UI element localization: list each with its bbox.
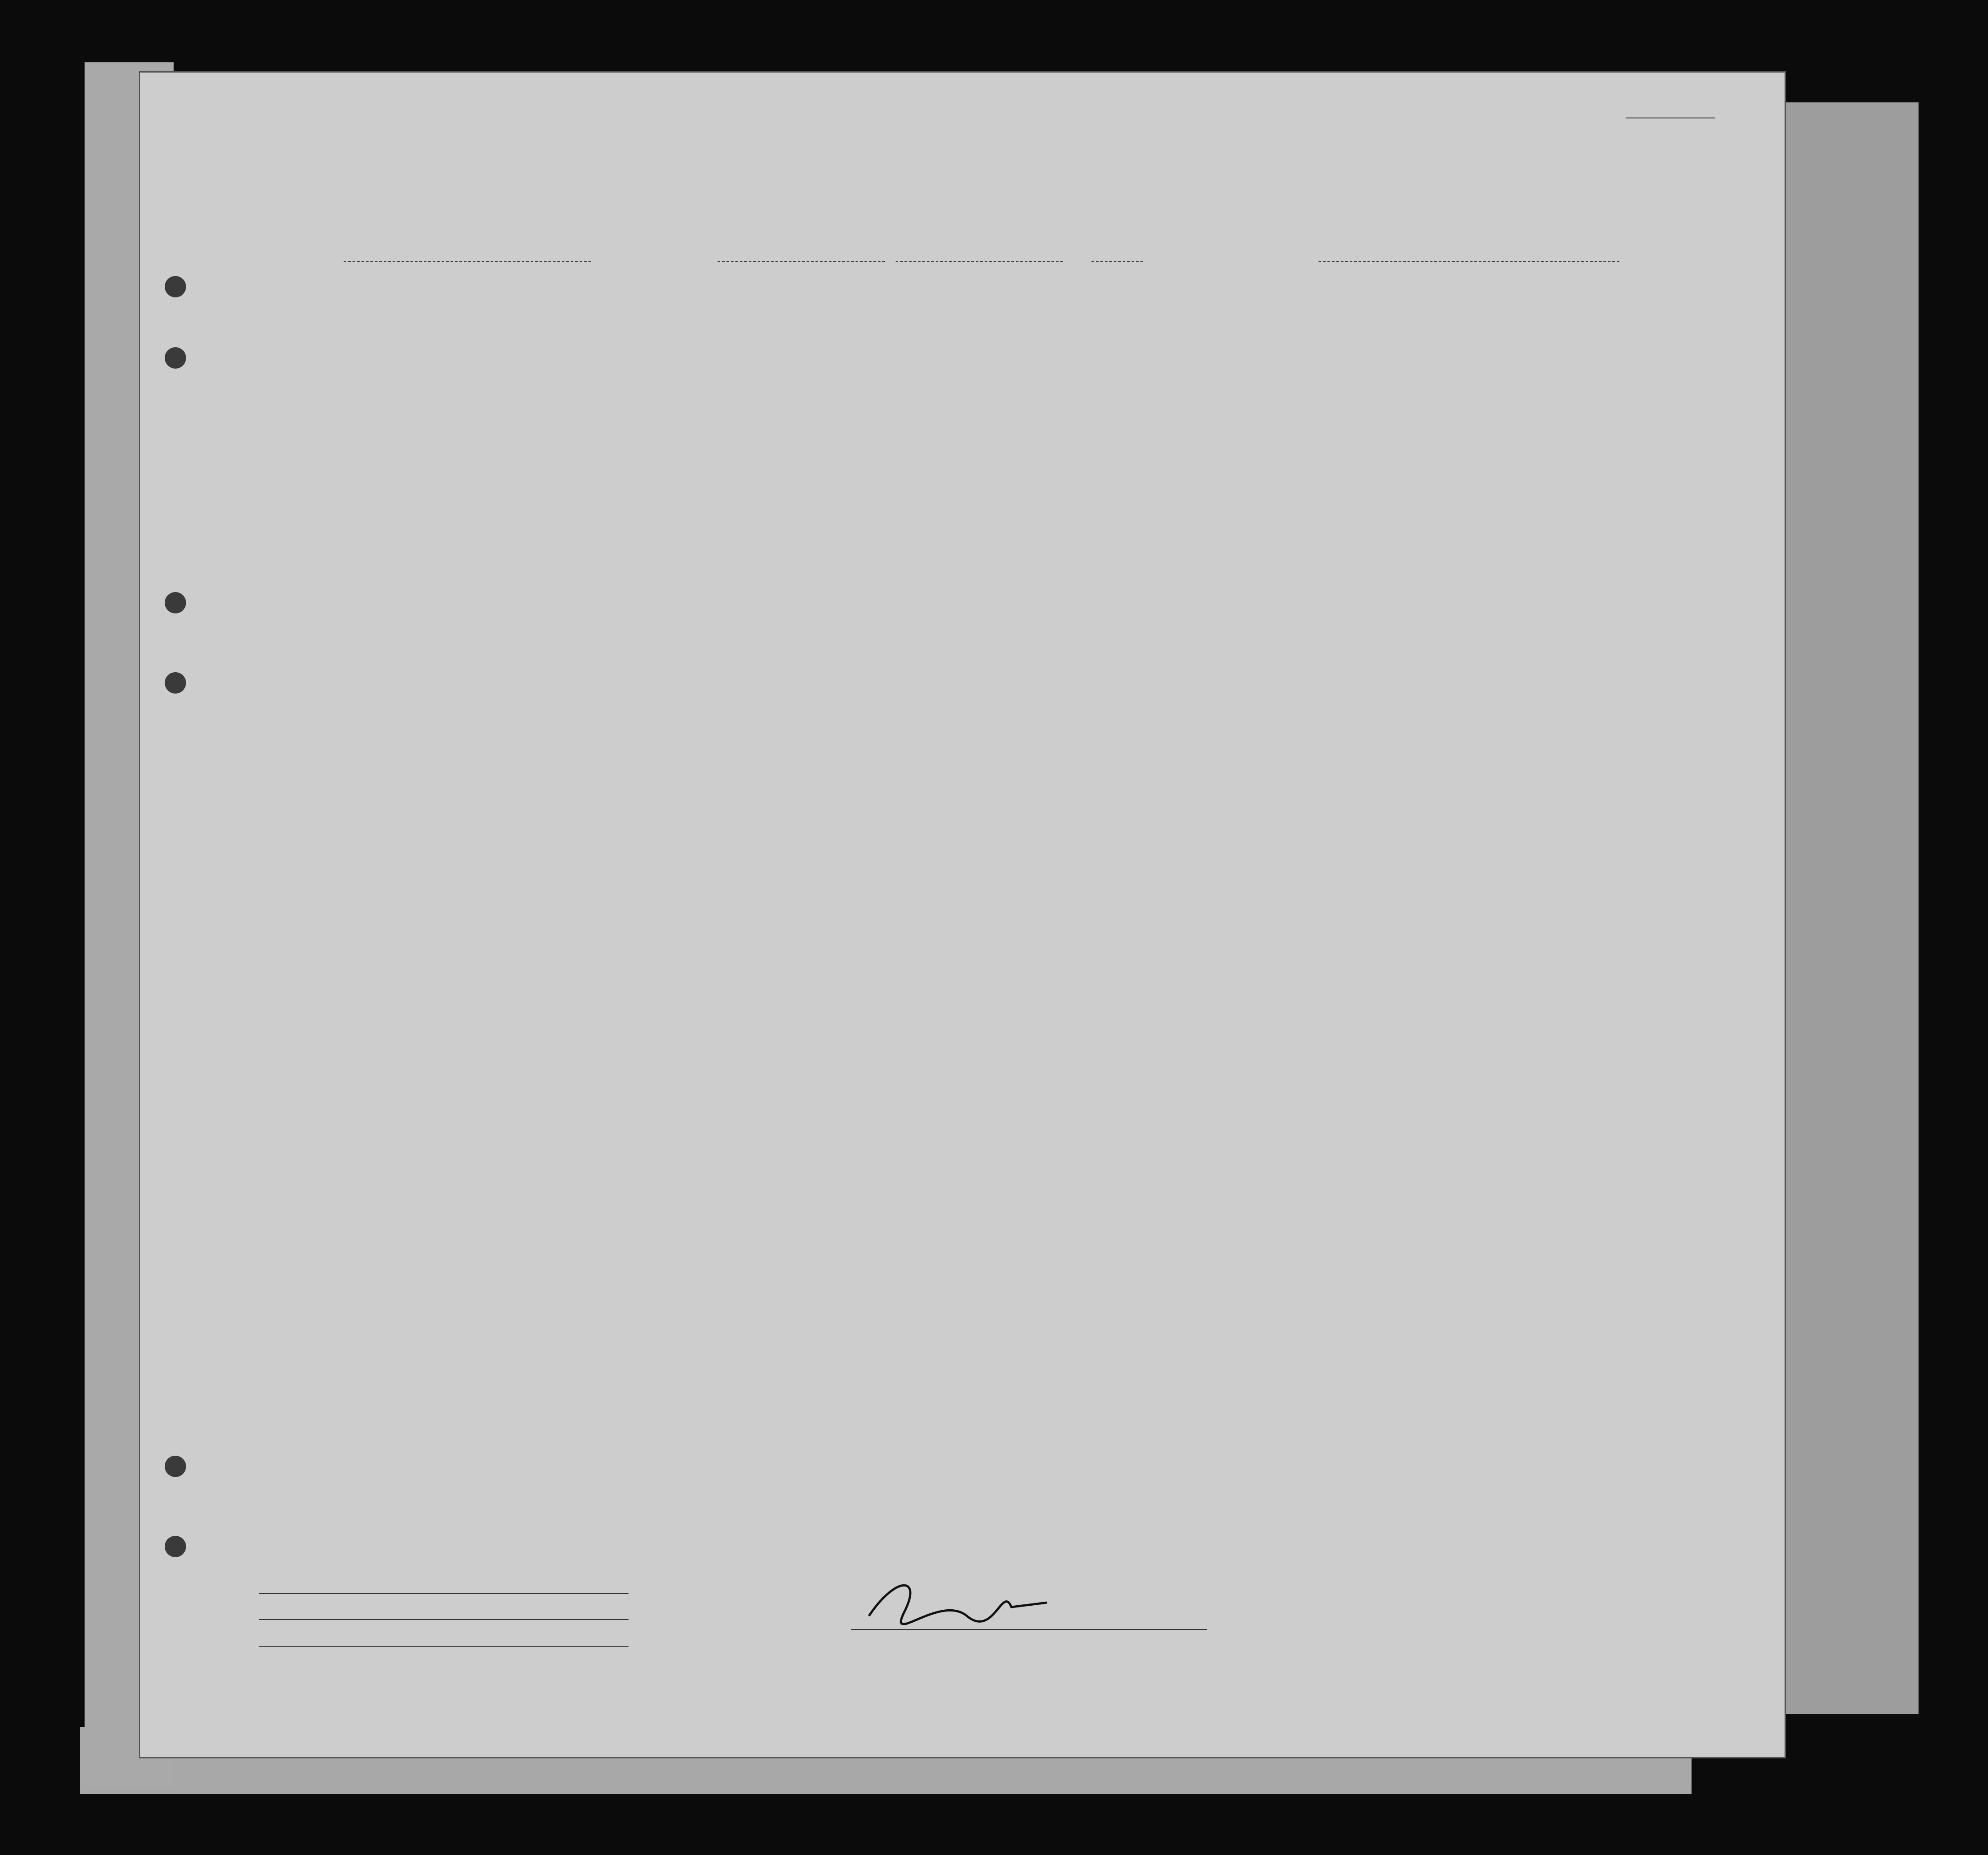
manifest-sheet: [139, 71, 1786, 1758]
footer-rules: [139, 71, 1786, 1758]
binder-hole: [165, 347, 186, 369]
binder-hole: [165, 1536, 186, 1557]
binder-hole: [165, 1456, 186, 1477]
inspector-signature: [869, 1585, 1047, 1624]
binder-hole: [165, 592, 186, 613]
binder-hole: [165, 672, 186, 694]
binder-hole: [165, 276, 186, 297]
